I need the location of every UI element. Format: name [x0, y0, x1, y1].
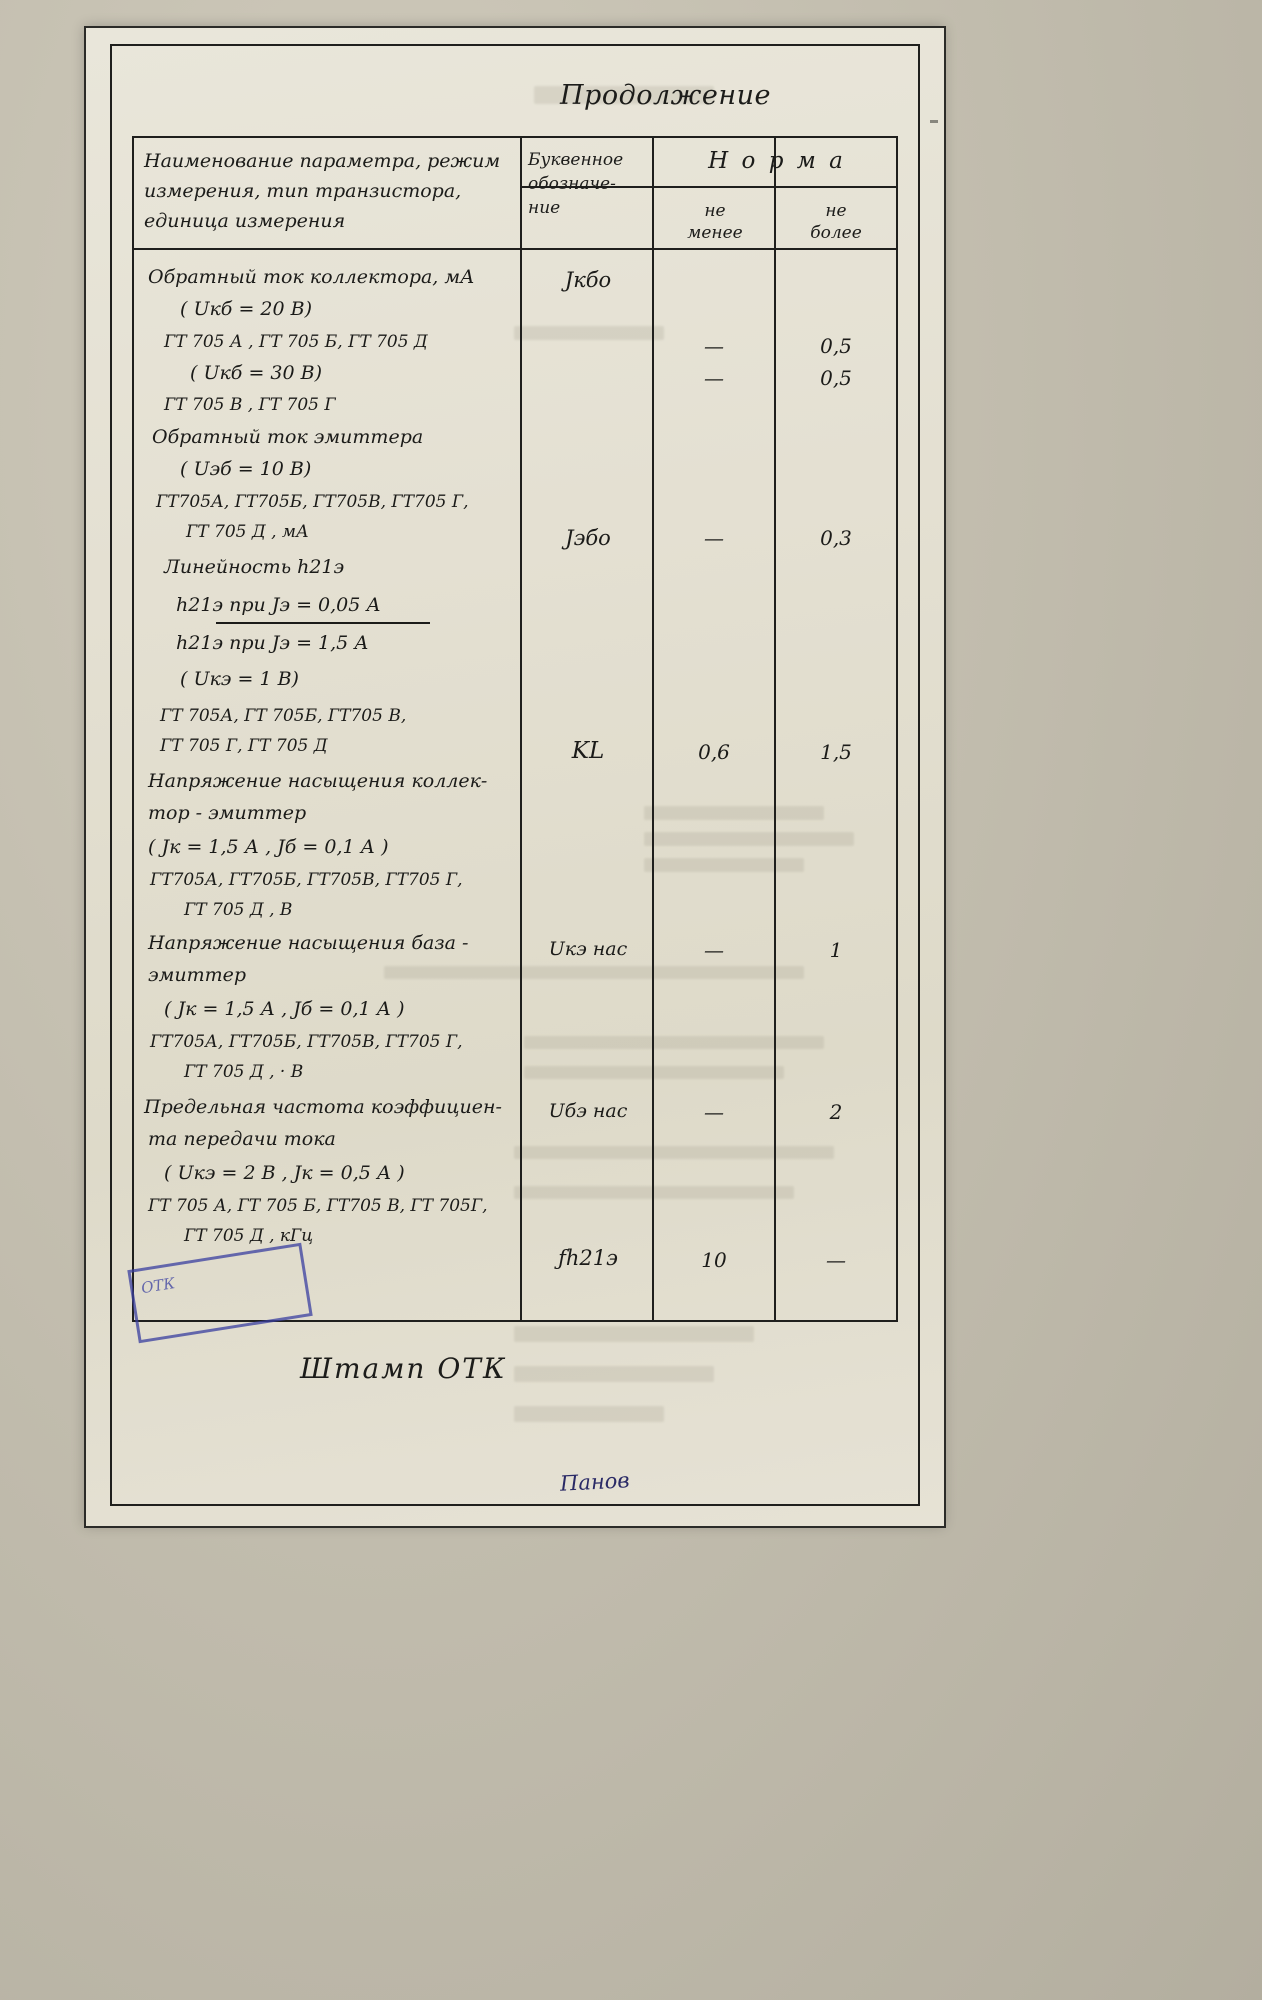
- table-row: тор - эмиттер: [148, 802, 307, 824]
- header-not-less-line-1: не: [704, 201, 726, 221]
- table-row: ( Jк = 1,5 А , Jб = 0,1 А ): [148, 836, 389, 858]
- header-letter-line-3: ние: [528, 198, 561, 218]
- value-not-more: 0,5: [820, 334, 852, 358]
- table-row: ( Jк = 1,5 А , Jб = 0,1 А ): [164, 998, 405, 1020]
- table-row: ГТ 705 Д , · В: [184, 1062, 304, 1082]
- value-not-less: —: [704, 526, 724, 550]
- value-not-more: 0,3: [820, 526, 852, 550]
- table-row: ( Uкэ = 2 В , Jк = 0,5 А ): [164, 1162, 405, 1184]
- header-parameter-line-2: измерения, тип транзистора,: [144, 180, 462, 202]
- header-letter-designation: [528, 148, 648, 220]
- table-row: ГТ 705 Д , В: [184, 900, 293, 920]
- header-not-more-line-2: более: [810, 223, 862, 243]
- table-row: Напряжение насыщения коллек-: [148, 770, 488, 792]
- symbol-cell: Uбэ нас: [548, 1100, 628, 1122]
- header-not-less: [658, 200, 772, 244]
- value-not-less: —: [704, 1100, 724, 1124]
- table-row: Напряжение насыщения база -: [148, 932, 469, 954]
- table-row: ( Uкб = 30 В): [190, 362, 322, 384]
- column-rule-3: [774, 138, 776, 1320]
- symbol-cell: Uкэ нас: [548, 938, 628, 960]
- table-row: ( Uкэ = 1 В): [180, 668, 299, 690]
- value-not-less: —: [704, 334, 724, 358]
- table-row: ГТ705А, ГТ705Б, ГТ705В, ГТ705 Г,: [156, 492, 469, 512]
- page-title: Продолжение: [560, 80, 771, 111]
- symbol-cell: Jкбо: [564, 268, 612, 292]
- edge-mark: [930, 120, 938, 123]
- value-not-more: 1: [829, 938, 843, 962]
- value-not-less: 10: [701, 1248, 727, 1272]
- table-row: Обратный ток эмиттера: [152, 426, 424, 448]
- value-not-more: 2: [829, 1100, 843, 1124]
- parameter-column: [134, 250, 520, 1318]
- value-not-more: 1,5: [820, 740, 852, 764]
- table-row: ГТ 705 А, ГТ 705 Б, ГТ705 В, ГТ 705Г,: [148, 1196, 488, 1216]
- table-row: h21э при Jэ = 0,05 А: [176, 594, 381, 616]
- table-row: ( Uэб = 10 В): [180, 458, 312, 480]
- value-not-more: 0,5: [820, 366, 852, 390]
- table-row: ГТ 705А, ГТ 705Б, ГТ705 В,: [160, 706, 407, 726]
- value-not-less: 0,6: [698, 740, 730, 764]
- table-row: та передачи тока: [148, 1128, 336, 1150]
- header-letter-line-2: обозначе-: [528, 174, 616, 194]
- table-row: ( Uкб = 20 В): [180, 298, 312, 320]
- table-row: Обратный ток коллектора, мА: [148, 266, 475, 288]
- parameters-table: [132, 136, 898, 1322]
- stamp-otk-label: Штамп ОТК: [300, 1352, 507, 1385]
- header-not-more: [780, 200, 892, 244]
- table-row: ГТ705А, ГТ705Б, ГТ705В, ГТ705 Г,: [150, 1032, 463, 1052]
- table-row: h21э при Jэ = 1,5 А: [176, 632, 369, 654]
- symbol-cell: ƒh21э: [558, 1246, 618, 1270]
- table-row: ГТ 705 В , ГТ 705 Г: [164, 395, 336, 415]
- table-row: ГТ 705 Д , кГц: [184, 1226, 314, 1246]
- symbol-cell: KL: [571, 738, 605, 764]
- header-parameter-line-1: Наименование параметра, режим: [144, 150, 501, 172]
- value-not-less: —: [704, 938, 724, 962]
- symbol-cell: Jэбо: [565, 526, 611, 550]
- column-rule-2: [652, 138, 654, 1320]
- header-not-less-line-2: менее: [687, 223, 743, 243]
- header-norma: Н о р м а: [708, 148, 846, 174]
- table-row: ГТ 705 Д , мА: [186, 522, 309, 542]
- table-row: ГТ 705 А , ГТ 705 Б, ГТ 705 Д: [164, 332, 428, 352]
- qc-ink-stamp: ОТК: [127, 1243, 312, 1344]
- value-not-more: —: [826, 1248, 846, 1272]
- fraction-rule: [216, 622, 430, 624]
- signature: Панов: [559, 1468, 631, 1496]
- column-rule-1: [520, 138, 522, 1320]
- header-letter-line-1: Буквенное: [528, 150, 624, 170]
- table-row: Линейность h21э: [164, 556, 345, 578]
- table-row: ГТ 705 Г, ГТ 705 Д: [160, 736, 328, 756]
- header-not-more-line-1: не: [825, 201, 847, 221]
- table-row: Предельная частота коэффициен-: [144, 1096, 502, 1118]
- table-row: ГТ705А, ГТ705Б, ГТ705В, ГТ705 Г,: [150, 870, 463, 890]
- table-row: эмиттер: [148, 964, 247, 986]
- value-not-less: —: [704, 366, 724, 390]
- header-parameter-line-3: единица измерения: [144, 210, 346, 232]
- header-parameter: [144, 146, 510, 236]
